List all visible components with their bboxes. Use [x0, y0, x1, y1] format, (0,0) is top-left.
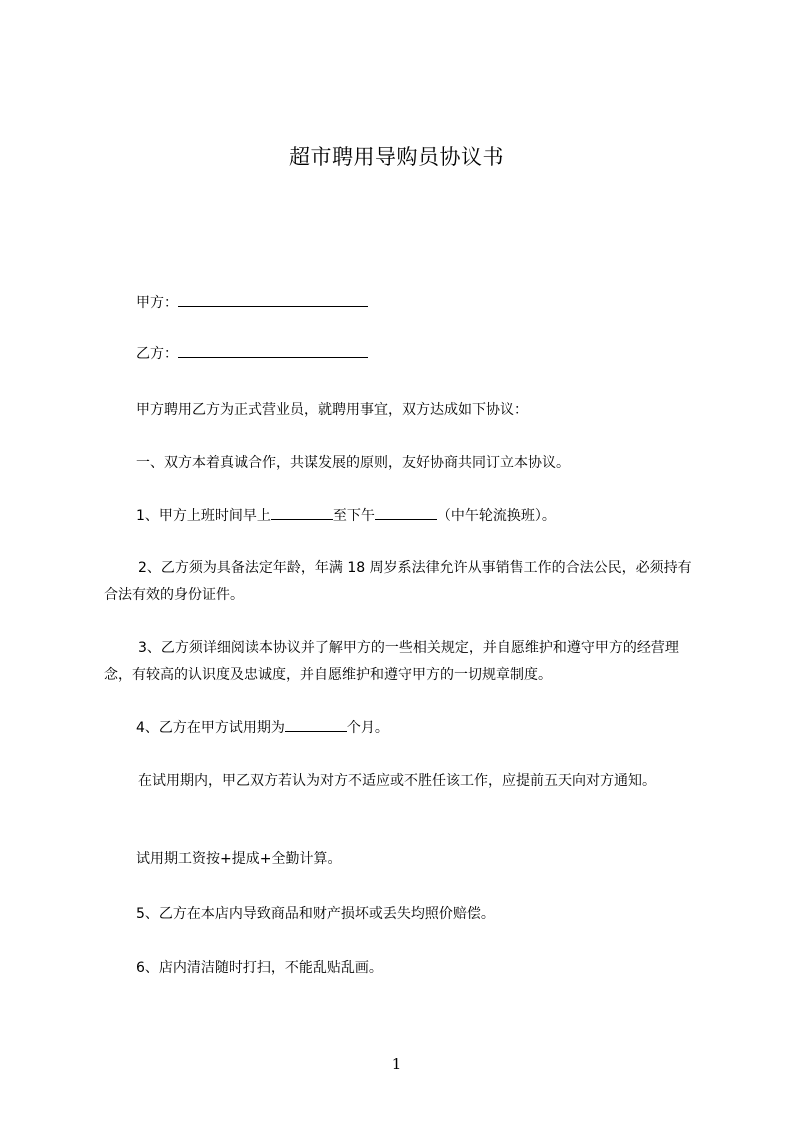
party-a-label: 甲方： — [136, 295, 178, 311]
probation-pay: 试用期工资按+提成+全勤计算。 — [136, 851, 342, 867]
party-b-line — [104, 341, 736, 367]
clause-1-text-mid: 至下午 — [332, 508, 375, 524]
section-one-text: 一、双方本着真诚合作，共谋发展的原则，友好协商共同订立本协议。 — [136, 455, 570, 471]
document-title: 超市聘用导购员协议书 — [289, 145, 504, 169]
probation-months-blank — [285, 717, 347, 732]
probation-notice: 在试用期内，甲乙双方若认为对方不适应或不胜任该工作，应提前五天向对方通知。 — [138, 773, 656, 789]
clause-2: 2、乙方须为具备法定年龄，年满 18 周岁系法律允许从事销售工作的合法公民，必须持有合法有效的身份证件。 — [104, 560, 692, 603]
clause-4-text-end: 个月。 — [346, 720, 389, 736]
start-time-blank — [271, 505, 333, 520]
clause-6: 6、店内清洁随时打扫，不能乱贴乱画。 — [136, 960, 383, 976]
end-time-blank — [375, 505, 437, 520]
clause-4-text-start: 4、乙方在甲方试用期为 — [136, 720, 285, 736]
clause-3: 3、乙方须详细阅读本协议并了解甲方的一些相关规定，并自愿维护和遵守甲方的经营理念，有较高的认识度及忠诚度，并自愿维护和遵守甲方的一切规章制度。 — [104, 640, 679, 683]
party-b-label: 乙方： — [136, 346, 178, 362]
party-a-blank — [178, 292, 368, 307]
party-a-line — [104, 290, 736, 316]
party-b-blank — [178, 343, 368, 358]
clause-1-text-start: 1、甲方上班时间早上 — [136, 508, 271, 524]
clause-1 — [104, 503, 736, 529]
clause-1-text-end: （中午轮流换班）。 — [436, 508, 556, 524]
page-number: 1 — [391, 1055, 402, 1073]
intro-text: 甲方聘用乙方为正式营业员，就聘用事宜，双方达成如下协议： — [136, 402, 528, 418]
clause-4 — [104, 715, 736, 741]
clause-5: 5、乙方在本店内导致商品和财产损坏或丢失均照价赔偿。 — [136, 906, 495, 922]
